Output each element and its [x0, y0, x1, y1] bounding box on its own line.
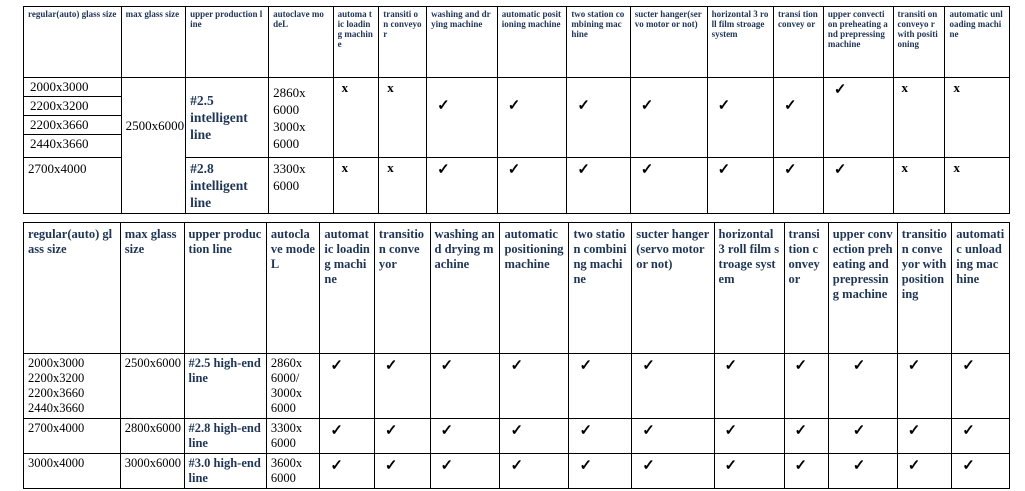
autoclave-model: 2860x 6000 3000x 6000 — [269, 78, 333, 158]
mark-cell: ✓ — [632, 419, 714, 454]
header-cell: horizontal 3 roll film stroage system — [707, 7, 773, 78]
mark-cell: ✓ — [500, 354, 569, 419]
mark-cell: ✓ — [630, 78, 707, 158]
mark-cell: ✓ — [427, 158, 498, 214]
glass-size: 3000x4000 — [24, 454, 121, 489]
header-cell: automatic unloading machine — [952, 223, 1010, 354]
header-cell: washing and drying machine — [430, 223, 500, 354]
mark-cell: x — [333, 158, 379, 214]
mark-cell: ✓ — [952, 419, 1010, 454]
header-cell: automatic loading machine — [320, 223, 375, 354]
mark-cell: ✓ — [714, 419, 784, 454]
glass-size-cell — [24, 78, 122, 158]
header-cell: transi tion convey or — [774, 7, 824, 78]
header-cell: upper convection preheating and prepressing machine — [823, 7, 893, 78]
header-cell: two station combining machine — [567, 7, 630, 78]
autoclave-model: 3600x 6000 — [266, 454, 320, 489]
mark-cell: ✓ — [430, 419, 500, 454]
table-intelligent-lines — [23, 6, 1010, 214]
mark-cell: ✓ — [784, 419, 828, 454]
header-cell: autoclave modeL — [266, 223, 320, 354]
mark-cell: ✓ — [430, 454, 500, 489]
mark-cell: ✓ — [569, 354, 632, 419]
production-line: #2.5 high-end line — [184, 354, 266, 419]
mark-cell: ✓ — [374, 419, 430, 454]
mark-cell: ✓ — [897, 454, 952, 489]
mark-cell: ✓ — [632, 354, 714, 419]
mark-cell: ✓ — [374, 454, 430, 489]
mark-cell: ✓ — [714, 354, 784, 419]
mark-cell: ✓ — [497, 78, 567, 158]
mark-cell: x — [945, 78, 1010, 158]
max-glass-size: 2500x6000 — [121, 78, 185, 214]
mark-cell: ✓ — [823, 78, 893, 158]
mark-cell: ✓ — [630, 158, 707, 214]
header-cell: two station combining machine — [569, 223, 632, 354]
mark-cell: ✓ — [784, 454, 828, 489]
mark-cell: ✓ — [569, 454, 632, 489]
mark-cell: ✓ — [774, 158, 824, 214]
header-cell: transiti on conveyo r with positioning — [893, 7, 945, 78]
mark-cell: ✓ — [823, 158, 893, 214]
glass-size: 2200x3200 — [24, 97, 121, 116]
mark-cell: ✓ — [500, 419, 569, 454]
mark-cell: x — [893, 158, 945, 214]
mark-cell: ✓ — [952, 454, 1010, 489]
mark-cell: ✓ — [569, 419, 632, 454]
mark-cell: ✓ — [897, 419, 952, 454]
header-cell: sucter hanger(ser vo motor or not) — [630, 7, 707, 78]
mark-cell: ✓ — [632, 454, 714, 489]
glass-size: 2000x3000 — [24, 78, 121, 97]
header-cell: upper production line — [186, 7, 269, 78]
mark-cell: ✓ — [707, 158, 773, 214]
glass-size: 2000x3000 2200x3200 2200x3660 2440x3660 — [24, 354, 121, 419]
header-cell: max glass size — [121, 7, 185, 78]
production-line: #2.8 high-end line — [184, 419, 266, 454]
header-cell: max glass size — [120, 223, 184, 354]
mark-cell: ✓ — [320, 419, 375, 454]
production-line: #2.5 intelligent line — [186, 78, 269, 158]
mark-cell: ✓ — [320, 454, 375, 489]
mark-cell: ✓ — [828, 354, 897, 419]
mark-cell: ✓ — [320, 354, 375, 419]
header-cell: upper production line — [184, 223, 266, 354]
autoclave-model: 2860x 6000/ 3000x 6000 — [266, 354, 320, 419]
header-cell: washing and drying machine — [427, 7, 498, 78]
header-cell: horizontal 3 roll film stroage system — [714, 223, 784, 354]
mark-cell: ✓ — [784, 354, 828, 419]
header-cell: transition conveyor — [374, 223, 430, 354]
table1-header-row — [24, 7, 1010, 78]
mark-cell: x — [379, 158, 427, 214]
mark-cell: x — [893, 78, 945, 158]
mark-cell: ✓ — [714, 454, 784, 489]
header-cell: automatic positioning machine — [497, 7, 567, 78]
autoclave-model: 3300x 6000 — [266, 419, 320, 454]
max-glass-size: 2500x6000 — [120, 354, 184, 419]
mark-cell: ✓ — [500, 454, 569, 489]
mark-cell: ✓ — [497, 158, 567, 214]
header-cell: transiti on conveyo r — [379, 7, 427, 78]
mark-cell: ✓ — [567, 158, 630, 214]
header-cell: regular(auto) glass size — [24, 7, 122, 78]
table-row — [24, 419, 1010, 454]
table-row — [24, 454, 1010, 489]
table-row — [24, 78, 1010, 158]
mark-cell: ✓ — [828, 454, 897, 489]
mark-cell: ✓ — [430, 354, 500, 419]
glass-size: 2440x3660 — [30, 136, 89, 151]
glass-size: 2700x4000 — [24, 419, 121, 454]
table-row — [24, 354, 1010, 419]
header-cell: transition conveyor — [784, 223, 828, 354]
mark-cell: x — [333, 78, 379, 158]
table-high-end-lines — [23, 222, 1010, 489]
glass-size: 2700x4000 — [24, 158, 122, 214]
max-glass-size: 3000x6000 — [120, 454, 184, 489]
production-line: #2.8 intelligent line — [186, 158, 269, 214]
mark-cell: ✓ — [567, 78, 630, 158]
production-line: #3.0 high-end line — [184, 454, 266, 489]
mark-cell: x — [379, 78, 427, 158]
mark-cell: x — [945, 158, 1010, 214]
glass-size: 2200x3660 — [24, 116, 121, 135]
table2-header-row — [24, 223, 1010, 354]
header-cell: sucter hanger(servo motor or not) — [632, 223, 714, 354]
header-cell: regular(auto) glass size — [24, 223, 121, 354]
header-cell: upper convection preheating and prepressing machine — [828, 223, 897, 354]
mark-cell: ✓ — [707, 78, 773, 158]
mark-cell: ✓ — [774, 78, 824, 158]
mark-cell: ✓ — [897, 354, 952, 419]
autoclave-model: 3300x 6000 — [269, 158, 333, 214]
mark-cell: ✓ — [374, 354, 430, 419]
header-cell: transition conveyor with positioning — [897, 223, 952, 354]
mark-cell: ✓ — [427, 78, 498, 158]
mark-cell: ✓ — [828, 419, 897, 454]
mark-cell: ✓ — [952, 354, 1010, 419]
header-cell: automatic positioning machine — [500, 223, 569, 354]
max-glass-size: 2800x6000 — [120, 419, 184, 454]
header-cell: automa tic loading machin e — [333, 7, 379, 78]
header-cell: automatic unloading machine — [945, 7, 1010, 78]
header-cell: autoclave modeL — [269, 7, 333, 78]
